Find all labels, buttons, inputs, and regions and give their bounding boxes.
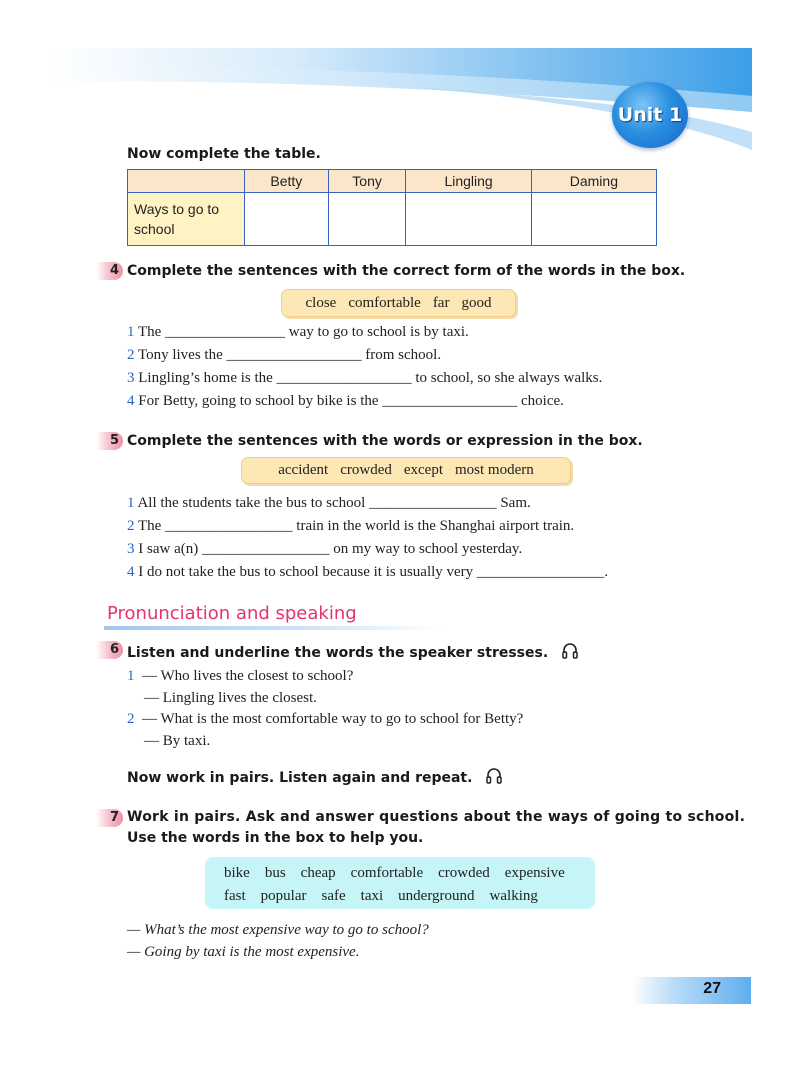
word-box-item: far: [432, 295, 450, 311]
sentence-item: [127, 393, 564, 410]
sentence-text: Tony lives the __________________ from school.: [137, 347, 442, 363]
dialogue-line: — By taxi.: [144, 733, 211, 749]
sentence-number: 3: [127, 370, 135, 386]
sentence-item: [127, 541, 522, 558]
word-box-5: [241, 457, 571, 484]
word-box-item: crowded: [340, 462, 392, 478]
unit-badge: Unit 1: [612, 82, 688, 148]
word-box-item: most modern: [455, 462, 534, 478]
sentence-item: [127, 324, 469, 341]
exercise-5-instruction: Complete the sentences with the words or expression in the box.: [127, 433, 643, 449]
exercise-4-instruction: Complete the sentences with the correct form of the words in the box.: [127, 263, 686, 279]
dialogue-text: — What is the most comfortable way to go to school for Betty?: [142, 711, 524, 727]
dialogue-line: [127, 668, 353, 685]
sentence-number: 4: [127, 393, 135, 409]
table-cell-lingling[interactable]: [406, 193, 531, 246]
sentence-text: I saw a(n) _________________ on my way to school yesterday.: [138, 541, 523, 557]
sentence-text: I do not take the bus to school because it is usually very _________________.: [138, 564, 609, 580]
sentence-number: 2: [127, 347, 135, 363]
sentence-number: 3: [127, 541, 135, 557]
word-box-item: safe: [321, 888, 346, 904]
sentence-text: Lingling’s home is the __________________ to school, so she always walks.: [138, 370, 603, 386]
word-box-item: good: [461, 295, 492, 311]
word-box-item: underground: [398, 888, 475, 904]
word-box-7: [205, 857, 595, 909]
example-line: — Going by taxi is the most expensive.: [127, 944, 360, 960]
headphones-icon[interactable]: [561, 642, 579, 664]
heading-underline: [104, 626, 444, 630]
word-box-item: crowded: [438, 865, 490, 881]
sentence-text: All the students take the bus to school _________________ Sam.: [137, 495, 531, 511]
table-row-label: [128, 193, 245, 246]
sentence-item: [127, 518, 574, 535]
table-header-daming: Daming: [531, 170, 656, 193]
exercise-6-instruction-text: Listen and underline the words the speaker stresses.: [127, 645, 549, 661]
word-box-item: accident: [278, 462, 329, 478]
word-box-item: comfortable: [348, 295, 421, 311]
page-number-bar: [632, 977, 751, 1004]
word-box-item: comfortable: [350, 865, 424, 881]
header-banner: [0, 0, 800, 160]
word-box-item: taxi: [360, 888, 384, 904]
exercise-number: 5: [96, 432, 123, 450]
sentence-item: [127, 347, 441, 364]
headphones-icon[interactable]: [485, 767, 503, 789]
table-instruction: Now complete the table.: [127, 146, 321, 162]
word-box-4: [281, 289, 516, 317]
word-box-item: except: [403, 462, 443, 478]
pair-instruction: [127, 767, 503, 789]
sentence-text: For Betty, going to school by bike is the __________________ choice.: [138, 393, 564, 409]
table-cell-tony[interactable]: [328, 193, 406, 246]
section-heading: Pronunciation and speaking: [107, 603, 357, 624]
exercise-number: 6: [96, 641, 123, 659]
word-box-item: fast: [224, 888, 246, 904]
exercise-number: 7: [96, 809, 123, 827]
ways-table: [127, 169, 657, 246]
dialogue-number: 1: [127, 668, 135, 684]
dialogue-line: — Lingling lives the closest.: [144, 690, 317, 706]
dialogue-number: 2: [127, 711, 135, 727]
exercise-number: 4: [96, 262, 123, 280]
sentence-item: [127, 370, 602, 387]
pair-instruction-text: Now work in pairs. Listen again and repeat.: [127, 770, 473, 786]
example-line: — What’s the most expensive way to go to school?: [127, 922, 429, 938]
sentence-number: 4: [127, 564, 135, 580]
sentence-text: The ________________ way to go to school is by taxi.: [137, 324, 469, 340]
exercise-7-instruction-line: Work in pairs. Ask and answer questions about the ways of going to school.: [127, 809, 746, 825]
word-box-item: bus: [264, 865, 286, 881]
dialogue-text: — Who lives the closest to school?: [142, 668, 354, 684]
table-header-betty: Betty: [245, 170, 329, 193]
sentence-item: [127, 495, 531, 512]
word-box-item: walking: [489, 888, 538, 904]
row-label-line: Ways to go to: [134, 201, 220, 217]
table-header-tony: Tony: [328, 170, 406, 193]
exercise-7-instruction-line: Use the words in the box to help you.: [127, 830, 424, 846]
word-box-item: popular: [260, 888, 307, 904]
exercise-6-instruction: [127, 642, 579, 664]
word-box-item: cheap: [300, 865, 336, 881]
table-cell-daming[interactable]: [531, 193, 656, 246]
sentence-number: 1: [127, 324, 135, 340]
sentence-number: 1: [127, 495, 135, 511]
sentence-number: 2: [127, 518, 135, 534]
sentence-item: [127, 564, 608, 581]
table-cell-betty[interactable]: [245, 193, 329, 246]
word-box-item: expensive: [504, 865, 565, 881]
word-box-item: bike: [224, 865, 250, 881]
dialogue-line: [127, 711, 523, 728]
table-corner-cell: [128, 170, 245, 193]
word-box-row: [224, 862, 595, 885]
page-number: 27: [703, 980, 721, 997]
sentence-text: The _________________ train in the world is the Shanghai airport train.: [137, 518, 575, 534]
table-header-lingling: Lingling: [406, 170, 531, 193]
word-box-item: close: [305, 295, 337, 311]
word-box-row: [224, 885, 595, 908]
row-label-line: school: [134, 221, 175, 237]
